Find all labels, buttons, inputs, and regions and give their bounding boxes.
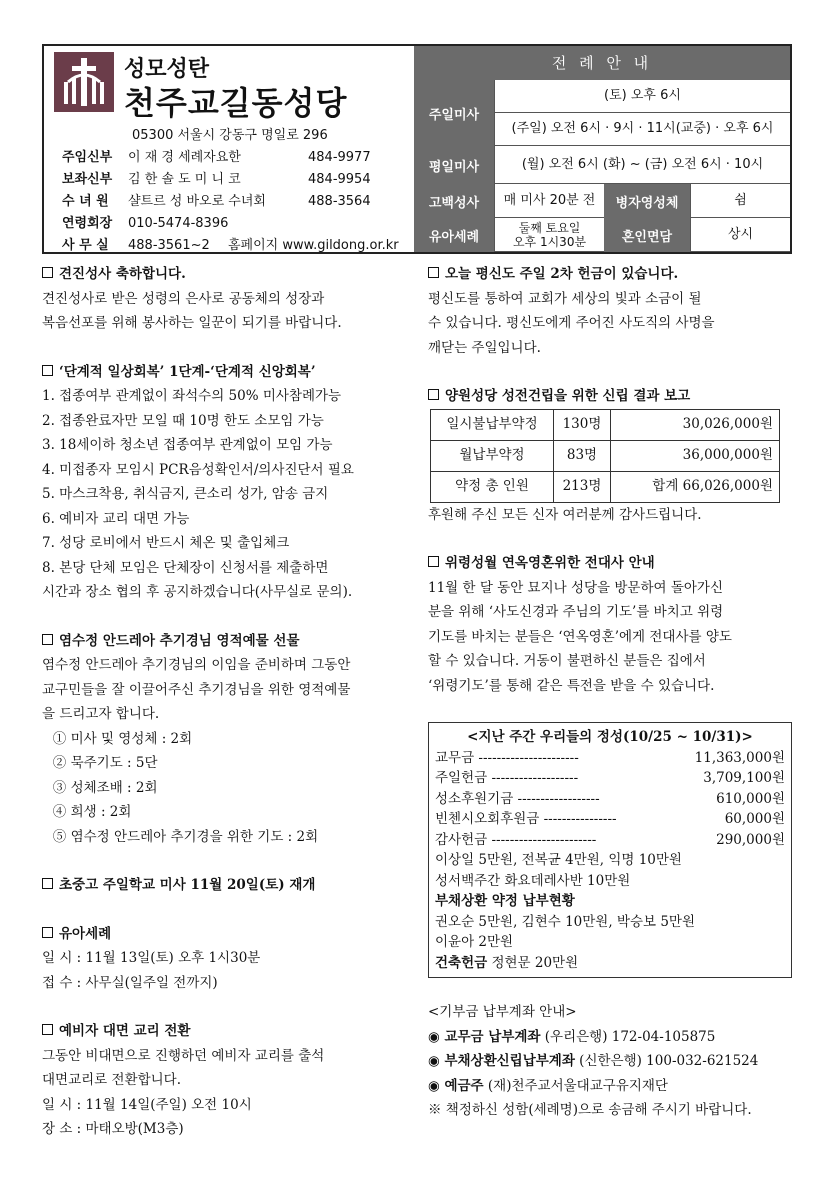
list-item: 일 시 : 11월 13일(토) 오후 1시30분 [42, 950, 261, 966]
staff-label: 연령회장 [62, 216, 113, 231]
body-line: 분을 위해 ‘사도신경과 주님의 기도’를 바치고 위령 [428, 604, 724, 620]
offering-amount: 11,363,000원 [694, 749, 785, 766]
body-line: 깨닫는 주일입니다. [428, 339, 541, 356]
offering-note: 성서백주간 화요데레사반 10만원 [435, 872, 631, 889]
table-cell: 36,000,000원 [611, 440, 780, 471]
section-title: 오늘 평신도 주일 2차 헌금이 있습니다. [428, 262, 792, 287]
staff-row [62, 212, 308, 231]
account-value: (신한은행) 100-032-621524 [574, 1053, 759, 1069]
building-offering [435, 953, 785, 974]
table-row [431, 471, 780, 502]
weekday-mass-label: 평일미사 [414, 146, 494, 184]
offering-row [435, 789, 785, 810]
staff-label: 보좌신부 [62, 172, 113, 187]
staff-row [62, 168, 371, 187]
list-item: 7. 성당 로비에서 반드시 체온 및 출입체크 [42, 535, 290, 551]
staff-label: 주임신부 [62, 150, 113, 165]
table-cell: 월납부약정 [431, 440, 554, 471]
staff-phone: 484-9954 [308, 172, 371, 187]
weekday-mass-value: (월) 오전 6시 (화) ~ (금) 오전 6시 · 10시 [494, 146, 790, 184]
offering-label: 빈첸시오회후원금 ---------------- [435, 811, 617, 827]
sick-communion-label: 병자영성체 [604, 184, 690, 218]
list-item: 1. 접종여부 관계없이 좌석수의 50% 미사참례가능 [42, 388, 342, 404]
left-column [42, 262, 412, 1142]
sunday-mass-sunday: (주일) 오전 6시 · 9시 · 11시(교중) · 오후 6시 [494, 113, 790, 146]
body-line: 일 시 : 11월 14일(주일) 오전 10시 [42, 1096, 252, 1113]
worship-guide [414, 46, 790, 252]
checkbox-icon [42, 878, 53, 889]
sunday-mass-label: 주일미사 [414, 80, 494, 146]
parish-subtitle: 성모성탄 [124, 57, 210, 82]
staff-name: 이 재 경 세례자요한 [128, 150, 241, 165]
offering-amount: 60,000원 [724, 811, 785, 827]
offering-label: 감사헌금 ----------------------- [435, 831, 597, 848]
list-item: 3. 18세이하 청소년 접종여부 관계없이 모임 가능 [42, 437, 333, 453]
marriage-counsel-value: 상시 [690, 218, 790, 252]
sick-communion-value: 쉼 [690, 184, 790, 218]
parish-logo-icon [54, 52, 114, 112]
checkbox-icon [428, 267, 439, 278]
parish-name: 천주교길동성당 [124, 84, 348, 122]
table-row [431, 440, 780, 471]
body-line: 그동안 비대면으로 진행하던 예비자 교리를 출석 [42, 1047, 325, 1064]
pledge-table [430, 409, 780, 503]
repay-title: 부채상환 약정 납부현황 [435, 893, 575, 909]
body-line: 할 수 있습니다. 거동이 불편하신 분들은 집에서 [428, 653, 706, 669]
homepage-link[interactable]: 홈페이지 www.gildong.or.kr [228, 238, 399, 253]
table-cell: 일시불납부약정 [431, 409, 554, 440]
checkbox-icon [42, 267, 53, 278]
building-value: 정현문 20만원 [487, 954, 579, 971]
list-item: ① 미사 및 영성체 : 2회 [52, 730, 193, 747]
account-title: <기부금 납부계좌 안내> [428, 1004, 577, 1020]
building-label: 건축헌금 [435, 954, 488, 971]
table-cell: 합계 66,026,000원 [611, 471, 780, 502]
section-title: 염수정 안드레아 추기경님 영적예물 선물 [42, 629, 412, 654]
list-item: 2. 접종완료자만 모일 때 10명 한도 소모임 가능 [42, 412, 324, 429]
staff-phone: 488-3564 [308, 194, 371, 209]
table-cell: 약정 총 인원 [431, 471, 554, 502]
account-label: ◉ 예금주 [428, 1077, 484, 1094]
checkbox-icon [42, 1024, 53, 1035]
offering-label: 주일헌금 ------------------- [435, 770, 579, 786]
marriage-counsel-label: 혼인면담 [604, 218, 690, 252]
list-item: 6. 예비자 교리 대면 가능 [42, 510, 190, 527]
checkbox-icon [428, 389, 439, 400]
infant-baptism-value [494, 218, 604, 252]
offering-title: <지난 주간 우리들의 정성(10/25 ~ 10/31)> [467, 729, 753, 745]
account-label: ◉ 부채상환신립납부계좌 [428, 1053, 575, 1069]
account-label: ◉ 교무금 납부계좌 [428, 1028, 541, 1045]
thanks-line: 후원해 주신 모든 신자 여러분께 감사드립니다. [428, 506, 702, 523]
list-item: ③ 성체조배 : 2회 [52, 779, 158, 796]
account-row [428, 1025, 792, 1050]
account-row [428, 1074, 792, 1099]
parish-info [44, 46, 414, 252]
staff-name: 010-5474-8396 [128, 216, 229, 231]
checkbox-icon [42, 634, 53, 645]
section-title: 유아세례 [42, 922, 412, 947]
section-title: 초중고 주일학교 미사 11월 20일(토) 재개 [42, 873, 412, 898]
repay-note: 이윤아 2만원 [435, 934, 514, 950]
table-cell: 30,026,000원 [611, 409, 780, 440]
section-title: 견진성사 축하합니다. [42, 262, 412, 287]
body-line: 수 있습니다. 평신도에게 주어진 사도직의 사명을 [428, 315, 715, 331]
account-note: ※ 책정하신 성함(세례명)으로 송금해 주시기 바랍니다. [428, 1102, 752, 1118]
table-cell: 213명 [554, 471, 611, 502]
infant-baptism-label: 유아세례 [414, 218, 494, 252]
checkbox-icon [42, 365, 53, 376]
bulletin-header [42, 44, 792, 254]
section-title: 예비자 대면 교리 전환 [42, 1019, 412, 1044]
list-item: 시간과 장소 협의 후 공지하겠습니다(사무실로 문의). [42, 584, 353, 600]
sunday-mass-saturday: (토) 오후 6시 [494, 80, 790, 113]
offering-amount: 290,000원 [716, 831, 785, 848]
parish-address: 05300 서울시 강동구 명일로 296 [132, 128, 328, 143]
right-column [428, 262, 792, 1123]
list-item: ⑤ 염수정 안드레아 추기경을 위한 기도 : 2회 [52, 828, 319, 845]
staff-label: 사 무 실 [62, 238, 109, 253]
staff-row [62, 190, 371, 209]
checkbox-icon [42, 927, 53, 938]
account-row [428, 1049, 792, 1074]
list-item: ④ 희생 : 2회 [52, 804, 132, 820]
staff-phone: 484-9977 [308, 150, 371, 165]
list-item: 4. 미접종자 모임시 PCR음성확인서/의사진단서 필요 [42, 461, 354, 478]
section-title: 위령성월 연옥영혼위한 전대사 안내 [428, 551, 792, 576]
list-item: 접 수 : 사무실(일주일 전까지) [42, 974, 218, 991]
worship-guide-title: 전 례 안 내 [414, 46, 790, 80]
body-line: ‘위령기도’를 통해 같은 특전을 받을 수 있습니다. [428, 677, 715, 694]
body-line: 11월 한 달 동안 묘지나 성당을 방문하여 돌아가신 [428, 579, 723, 596]
infant-baptism-day: 둘째 토요일 [518, 220, 581, 235]
staff-label: 수 녀 원 [62, 194, 109, 209]
offering-row [435, 748, 785, 769]
checkbox-icon [428, 556, 439, 567]
offering-row [435, 809, 785, 830]
offering-label: 교무금 ---------------------- [435, 749, 579, 766]
staff-row [62, 234, 399, 253]
body-line: 장 소 : 마태오방(M3층) [42, 1121, 184, 1137]
offering-row [435, 830, 785, 851]
body-line: 기도를 바치는 분들은 ‘연옥영혼’에게 전대사를 양도 [428, 628, 732, 645]
repay-note: 권오순 5만원, 김현수 10만원, 박승보 5만원 [435, 913, 696, 930]
confession-label: 고백성사 [414, 184, 494, 218]
offering-amount: 610,000원 [716, 790, 785, 807]
table-cell: 83명 [554, 440, 611, 471]
staff-row [62, 146, 371, 165]
staff-name: 김 한 솔 도 미 니 코 [128, 172, 241, 187]
body-line: 평신도를 통하여 교회가 세상의 빛과 소금이 될 [428, 290, 702, 307]
offering-box [428, 722, 792, 978]
offering-label: 성소후원기금 ------------------ [435, 790, 600, 807]
body-line: 을 드리고자 합니다. [42, 706, 160, 722]
offering-amount: 3,709,100원 [703, 770, 785, 786]
body-line: 견진성사로 받은 성령의 은사로 공동체의 성장과 [42, 290, 325, 307]
body-line: 대면교리로 전환합니다. [42, 1072, 181, 1088]
account-value: (우리은행) 172-04-105875 [540, 1028, 716, 1045]
list-item: 8. 본당 단체 모임은 단체장이 신청서를 제출하면 [42, 559, 329, 576]
table-row [431, 409, 780, 440]
account-value: (재)천주교서울대교구유지재단 [483, 1077, 668, 1094]
body-line: 교구민들을 잘 이끌어주신 추기경님을 위한 영적예물 [42, 681, 351, 698]
staff-name: 샬트르 성 바오로 수녀회 [128, 194, 266, 209]
body-line: 염수정 안드레아 추기경님의 이임을 준비하며 그동안 [42, 657, 351, 673]
infant-baptism-time: 오후 1시30분 [512, 234, 587, 249]
table-cell: 130명 [554, 409, 611, 440]
office-phone: 488-3561~2 [128, 238, 210, 253]
offering-row [435, 768, 785, 789]
confession-value: 매 미사 20분 전 [494, 184, 604, 218]
section-title: ‘단계적 일상회복’ 1단계-‘단계적 신앙회복’ [42, 360, 412, 385]
offering-note: 이상일 5만원, 전복균 4만원, 익명 10만원 [435, 852, 682, 868]
body-line: 복음선포를 위해 봉사하는 일꾼이 되기를 바랍니다. [42, 315, 342, 331]
list-item: 5. 마스크착용, 취식금지, 큰소리 성가, 암송 금지 [42, 486, 329, 502]
section-title: 양원성당 성전건립을 위한 신립 결과 보고 [428, 384, 792, 409]
list-item: ② 묵주기도 : 5단 [52, 755, 158, 771]
